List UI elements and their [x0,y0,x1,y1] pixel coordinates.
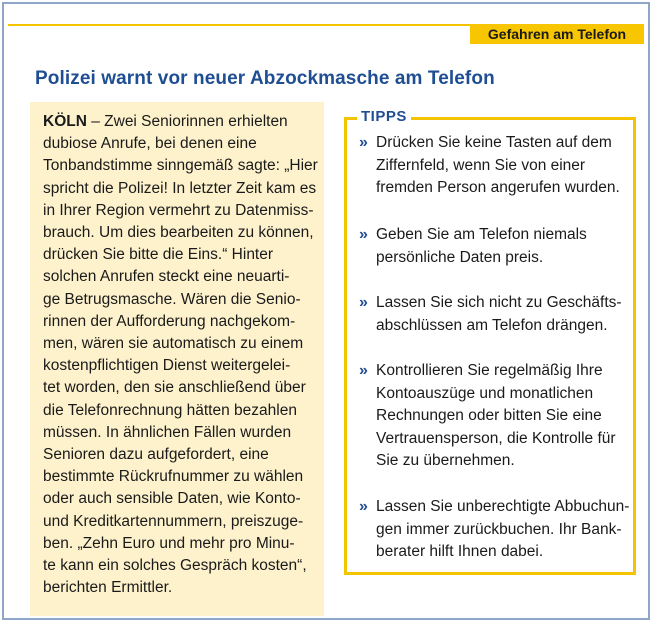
article-box [30,102,324,616]
article-line: ben. „Zehn Euro und mehr pro Minu- [43,534,295,552]
tip-line: Sie zu übernehmen. [376,452,515,469]
article-line: oder auch sensible Daten, wie Konto- [43,490,301,508]
section-tag: Gefahren am Telefon [470,24,644,44]
article-line: Senioren dazu aufgefordert, eine [43,446,269,464]
chevron-double-right-icon: » [359,498,368,515]
article-line: rinnen der Aufforderung nachgekom- [43,312,296,330]
article-line: die Telefonrechnung hätten bezahlen [43,401,297,419]
article-line: spricht die Polizei! In letzter Zeit kam es [43,179,317,197]
tips-box [344,108,636,575]
article-line: in Ihrer Region vermehrt zu Datenmiss- [43,201,314,219]
article-line: Tonbandstimme sinngemäß sagte: „Hier [43,157,318,175]
tip-line: Vertrauensperson, die Kontrolle für [376,429,616,447]
page-frame [2,2,650,620]
tip-line: abschlüssen am Telefon drängen. [376,316,608,334]
tip-text [376,292,634,337]
tip-text [376,496,634,564]
article-line: müssen. In ähnlichen Fällen wurden [43,423,292,441]
tip-line: Ziffernfeld, wenn Sie von einer [376,156,586,174]
article-line: dubiose Anrufe, bei denen eine [43,135,257,153]
tip-text [376,132,634,200]
tip-line: Kontrollieren Sie regelmäßig Ihre [376,362,603,379]
tip-line: Rechnungen oder bitten Sie eine [376,407,602,424]
article-line [43,111,312,133]
tip-line: Drücken Sie keine Tasten auf dem [376,134,612,151]
chevron-double-right-icon: » [359,226,368,243]
tip-line: fremden Person angerufen wurden. [376,179,620,196]
article-line: berichten Ermittler. [43,579,173,597]
tip-line: Geben Sie am Telefon niemals [376,226,587,243]
article-line: kostenpflichtigen Dienst weitergelei- [43,357,291,375]
section-bar [8,24,644,44]
chevron-double-right-icon: » [359,134,368,151]
tip-text [376,224,634,269]
article-line: drücken Sie bitte die Eins.“ Hinter [43,246,274,264]
tips-label: TIPPS [357,107,411,127]
article-line: men, wären sie automatisch zu einem [43,335,304,353]
tip-line: gen immer zurückbuchen. Ihr Bank- [376,520,622,538]
article-dateline: KÖLN [43,113,87,130]
article-line: tet worden, den sie anschließend über [43,379,306,397]
article-line: und Kreditkartennummern, preiszuge- [43,512,304,530]
tip-line: Kontoauszüge und monatlichen [376,384,594,402]
tip-line: Lassen Sie sich nicht zu Geschäfts- [376,294,622,311]
tip-line: Lassen Sie unberechtigte Abbuchun- [376,498,630,515]
tip-text [376,360,634,473]
article-line: solchen Anrufen steckt eine neuarti- [43,268,290,286]
tip-line: berater hilft Ihnen dabei. [376,543,544,560]
chevron-double-right-icon: » [359,362,368,379]
chevron-double-right-icon: » [359,294,368,311]
article-line-text: – Zwei Seniorinnen erhielten [86,113,288,130]
headline: Polizei warnt vor neuer Abzockmasche am Telefon [35,68,495,89]
article-line: ge Betrugsmasche. Wären die Senio- [43,290,301,308]
article-line: te kann ein solches Gespräch kosten“, [43,557,307,575]
tip-line: persönliche Daten preis. [376,248,544,266]
article-line: bestimmte Rückrufnummer zu wählen [43,468,304,486]
article-line: brauch. Um dies bearbeiten zu können, [43,224,314,242]
